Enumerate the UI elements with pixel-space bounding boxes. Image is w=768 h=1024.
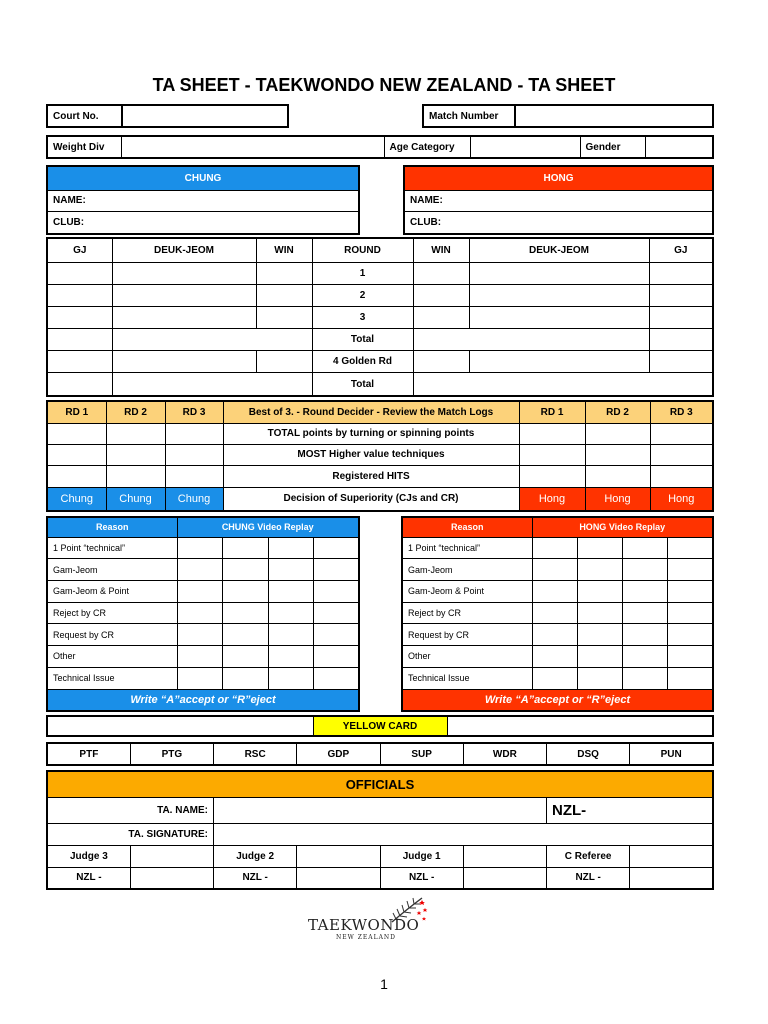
hong-rd2-label: RD 2 [585,401,650,423]
chung-rd2-label: RD 2 [106,401,165,423]
reason-label: Technical Issue [47,667,177,689]
list-item [402,646,713,668]
chung-info-table [46,165,360,235]
outcome-ptg-cell[interactable]: PTG [130,743,213,765]
hong-club-field[interactable]: CLUB: [404,212,713,234]
list-item [402,602,713,624]
taekwondo-nz-logo [300,896,450,944]
reason-label: 1 Point “technical” [47,537,177,559]
reason-label: Technical Issue [402,667,532,689]
court-match-table [46,104,714,128]
judge-2-nzl-label: NZL - [214,867,297,889]
list-item [47,602,359,624]
round-label: 2 [312,284,413,306]
chung-yellow-card-field[interactable] [47,716,313,736]
superiority-label: Decision of Superiority (CJs and CR) [223,487,519,511]
list-item [402,580,713,602]
col-win-chung: WIN [256,238,312,262]
match-number-label: Match Number [423,105,515,127]
criterion-label: Registered HITS [223,466,519,487]
judge-2-label: Judge 2 [214,845,297,867]
decider-title: Best of 3. - Round Decider - Review the Match Logs [223,401,519,423]
chung-accept-reject-note: Write “A”accept or “R”eject [47,689,359,711]
reason-label: Reject by CR [402,602,532,624]
table-row [47,306,713,328]
judge-1-field[interactable] [463,845,546,867]
outcome-table [46,742,714,766]
chung-name-field[interactable]: NAME: [47,190,359,212]
chung-header: CHUNG [47,166,359,190]
yellow-card-label: YELLOW CARD [313,716,447,736]
reason-label: 1 Point “technical” [402,537,532,559]
list-item [47,646,359,668]
table-row [47,444,713,465]
court-no-label: Court No. [47,105,122,127]
hong-video-replay-header: HONG Video Replay [532,517,713,537]
col-deukjeom-chung: DEUK-JEOM [112,238,256,262]
weight-div-field[interactable] [121,136,384,158]
round-label: 1 [312,262,413,284]
col-gj-hong: GJ [649,238,713,262]
officials-table [46,770,714,890]
ta-signature-field[interactable] [214,823,714,845]
table-row [47,373,713,396]
hong-rd2-decision[interactable]: Hong [585,487,650,511]
logo-sub-text: NEW ZEALAND [336,934,396,941]
round-label: 3 [312,306,413,328]
outcome-wdr-cell[interactable]: WDR [463,743,546,765]
judge-2-nzl-field[interactable] [297,867,380,889]
reason-label: Other [47,646,177,668]
round-label: Total [312,329,413,351]
judge-3-nzl-label: NZL - [47,867,130,889]
page-number: 1 [380,976,388,992]
hong-accept-reject-note: Write “A”accept or “R”eject [402,689,713,711]
reason-label: Gam-Jeom [47,559,177,581]
outcome-rsc-cell[interactable]: RSC [214,743,297,765]
ta-name-label: TA. NAME: [47,797,214,823]
chung-rd1-label: RD 1 [47,401,106,423]
chung-rd3-decision[interactable]: Chung [165,487,223,511]
list-item [402,537,713,559]
reason-label: Gam-Jeom & Point [402,580,532,602]
outcome-dsq-cell[interactable]: DSQ [547,743,630,765]
reason-label: Gam-Jeom [402,559,532,581]
chung-video-replay-header: CHUNG Video Replay [177,517,359,537]
judge-3-field[interactable] [130,845,213,867]
court-no-field[interactable] [122,105,288,127]
list-item [47,580,359,602]
round-label: 4 Golden Rd [312,351,413,373]
age-category-field[interactable] [470,136,580,158]
outcome-sup-cell[interactable]: SUP [380,743,463,765]
chung-rd2-decision[interactable]: Chung [106,487,165,511]
criterion-label: TOTAL points by turning or spinning points [223,423,519,444]
hong-rd3-label: RD 3 [650,401,713,423]
hong-video-replay-table [401,516,714,712]
hong-rd3-decision[interactable]: Hong [650,487,713,511]
judge-1-label: Judge 1 [380,845,463,867]
logo-main-text: TAEKWONDO [308,916,420,934]
col-win-hong: WIN [413,238,469,262]
col-round: ROUND [312,238,413,262]
outcome-gdp-cell[interactable]: GDP [297,743,380,765]
outcome-pun-cell[interactable]: PUN [630,743,713,765]
list-item [402,559,713,581]
c-referee-field[interactable] [630,845,713,867]
reason-label: Other [402,646,532,668]
round-label: Total [312,373,413,396]
ta-name-field[interactable] [214,797,547,823]
list-item [402,624,713,646]
yellow-card-table [46,715,714,737]
table-row [47,351,713,373]
judge-3-label: Judge 3 [47,845,130,867]
reason-label: Request by CR [402,624,532,646]
judge-2-field[interactable] [297,845,380,867]
c-referee-nzl-field[interactable] [630,867,713,889]
hong-rd1-decision[interactable]: Hong [519,487,585,511]
list-item [402,667,713,689]
weight-age-gender-table [46,135,714,159]
nzl-id-field[interactable]: NZL- [547,797,714,823]
table-row [47,329,713,351]
chung-club-field[interactable]: CLUB: [47,212,359,234]
c-referee-nzl-label: NZL - [547,867,630,889]
chung-rd3-label: RD 3 [165,401,223,423]
chung-rd1-decision[interactable]: Chung [47,487,106,511]
list-item [47,559,359,581]
chung-reason-header: Reason [47,517,177,537]
list-item [47,537,359,559]
chung-video-replay-table [46,516,360,712]
list-item [47,624,359,646]
criterion-label: MOST Higher value techniques [223,444,519,465]
gender-label: Gender [580,136,645,158]
ta-signature-label: TA. SIGNATURE: [47,823,214,845]
score-table [46,237,714,397]
col-deukjeom-hong: DEUK-JEOM [469,238,649,262]
judge-3-nzl-field[interactable] [130,867,213,889]
col-gj-chung: GJ [47,238,112,262]
judge-1-nzl-label: NZL - [380,867,463,889]
reason-label: Reject by CR [47,602,177,624]
table-row [47,262,713,284]
c-referee-label: C Referee [547,845,630,867]
hong-header: HONG [404,166,713,190]
hong-reason-header: Reason [402,517,532,537]
judge-1-nzl-field[interactable] [463,867,546,889]
page-title: TA SHEET - TAEKWONDO NEW ZEALAND - TA SHEET [152,75,616,95]
match-number-field[interactable] [515,105,713,127]
round-decider-table [46,400,714,512]
gender-field[interactable] [645,136,713,158]
weight-div-label: Weight Div [47,136,121,158]
hong-name-field[interactable]: NAME: [404,190,713,212]
table-row [47,284,713,306]
hong-info-table [403,165,714,235]
officials-header: OFFICIALS [47,771,713,797]
list-item [47,667,359,689]
age-category-label: Age Category [384,136,470,158]
hong-yellow-card-field[interactable] [447,716,713,736]
reason-label: Request by CR [47,624,177,646]
outcome-ptf-cell[interactable]: PTF [47,743,130,765]
table-row [47,423,713,444]
table-row [47,466,713,487]
hong-rd1-label: RD 1 [519,401,585,423]
reason-label: Gam-Jeom & Point [47,580,177,602]
